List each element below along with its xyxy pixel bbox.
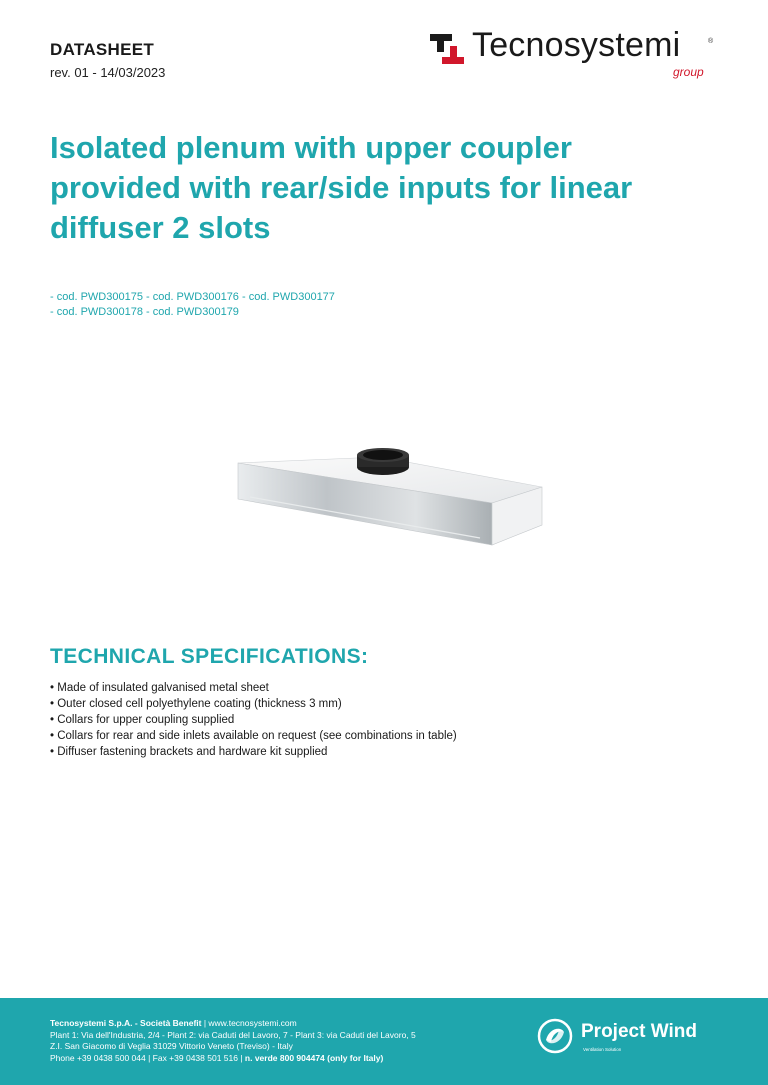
product-codes	[50, 290, 335, 320]
footer-website[interactable]: www.tecnosystemi.com	[208, 1018, 297, 1028]
doc-type-label: DATASHEET	[50, 40, 155, 59]
footer-green-number: n. verde 800 904474 (only for Italy)	[244, 1052, 384, 1063]
footer-contact: Tecnosystemi S.p.A. - Società Benefit | www.tecnosystemi.com Plant 1: Via dell'Industria, 2/4 - Plant 2: via Caduti del Lavoro, 7 - Plant 3: via Caduti del Lavoro, 5 Z.I. San Giacomo di Veglia 31029 Vittorio Veneto (Treviso) - Italy Phone +39 0438 500 044 | Fax +39 0438 501 516 | n. verde 800 904474 (only for Italy)	[50, 1018, 416, 1063]
tecnosystemi-logo	[428, 28, 728, 82]
revision-label: rev. 01 - 14/03/2023	[50, 65, 166, 80]
product-codes-line: - cod. PWD300178 - cod. PWD300179	[50, 306, 239, 318]
project-wind-name: Project Wind	[581, 1021, 697, 1042]
list-item: • Collars for upper coupling supplied	[50, 712, 457, 728]
footer-company: Tecnosystemi S.p.A. - Società Benefit	[50, 1018, 202, 1028]
list-item: • Made of insulated galvanised metal sheet	[50, 680, 457, 696]
tecnosystemi-logo-icon	[428, 30, 466, 68]
logo-group-label: group	[673, 65, 704, 79]
product-codes-line: - cod. PWD300175 - cod. PWD300176 - cod. PWD300177	[50, 291, 335, 303]
project-wind-icon	[537, 1018, 573, 1054]
logo-wordmark: Tecnosystemi	[472, 26, 681, 64]
page-title: Isolated plenum with upper coupler provided with rear/side inputs for linear diffuser 2 slots	[50, 130, 633, 245]
product-image	[230, 445, 550, 555]
list-item: • Collars for rear and side inlets available on request (see combinations in table)	[50, 728, 457, 744]
list-item: • Outer closed cell polyethylene coating (thickness 3 mm)	[50, 696, 457, 712]
logo-registered-mark: ®	[708, 38, 714, 45]
footer	[0, 998, 768, 1085]
specs-list	[50, 680, 457, 760]
footer-plants: Plant 1: Via dell'Industria, 2/4 - Plant 2: via Caduti del Lavoro, 7 - Plant 3: via Caduti del Lavoro, 5	[50, 1029, 416, 1040]
project-wind-tagline: Ventilation Solution	[583, 1047, 622, 1052]
specs-heading: TECHNICAL SPECIFICATIONS:	[50, 645, 369, 668]
document-header	[50, 40, 165, 80]
list-item: • Diffuser fastening brackets and hardware kit supplied	[50, 744, 457, 760]
footer-fax: Fax +39 0438 501 516	[152, 1052, 238, 1063]
footer-address: Z.I. San Giacomo di Veglia 31029 Vittorio Veneto (Treviso) - Italy	[50, 1041, 293, 1051]
project-wind-logo	[537, 1018, 727, 1062]
footer-phone: Phone +39 0438 500 044	[50, 1052, 146, 1063]
